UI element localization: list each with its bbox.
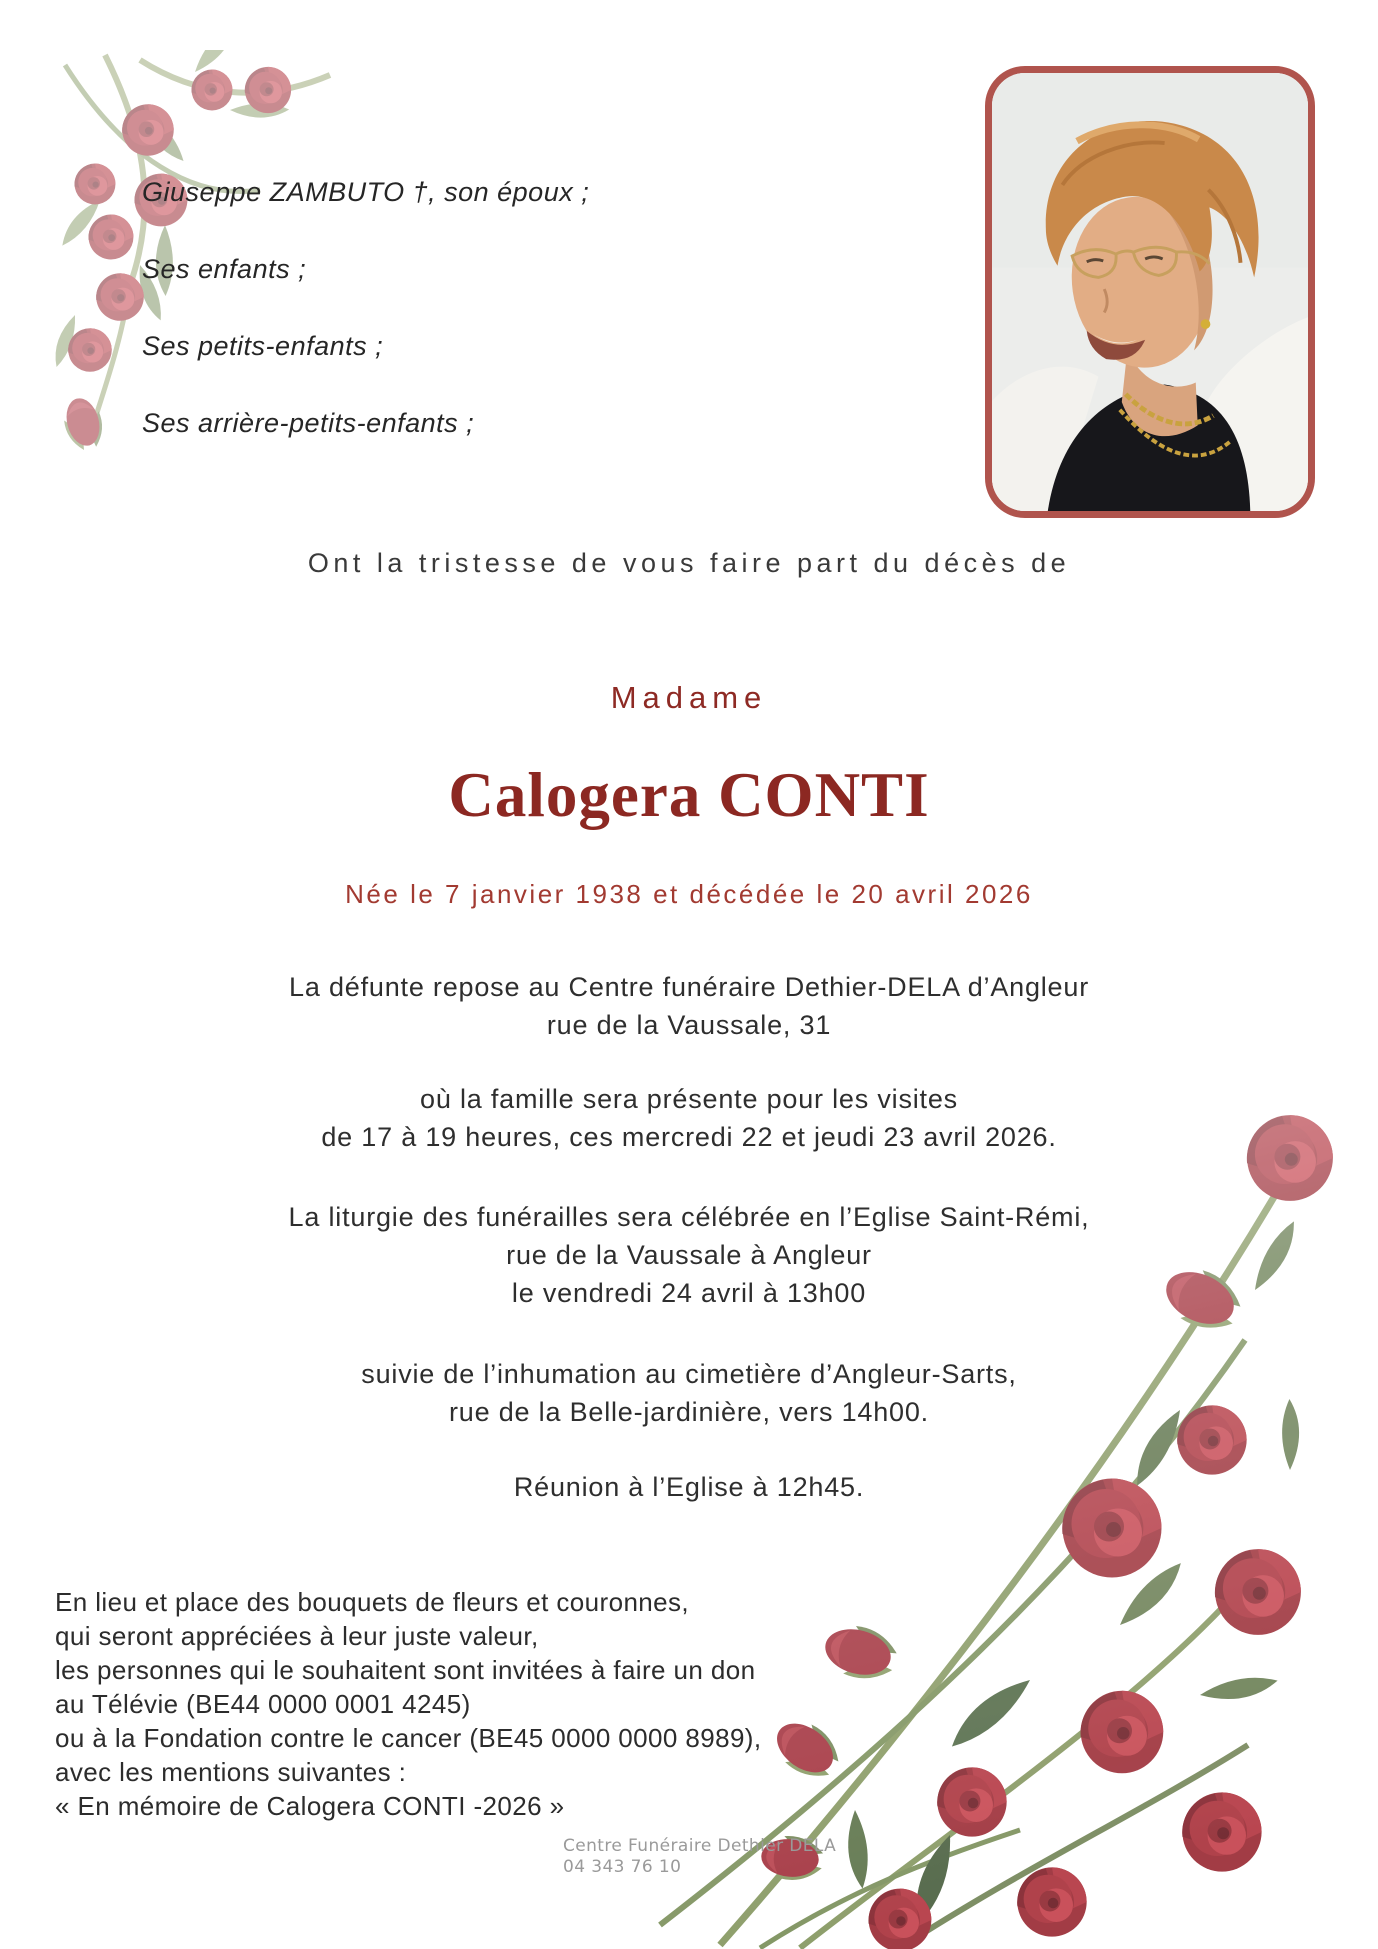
portrait-photo-frame — [985, 66, 1315, 518]
donation-line: En lieu et place des bouquets de fleurs et couronnes, — [55, 1587, 690, 1617]
inhumation-paragraph — [0, 1355, 1378, 1431]
donation-line: « En mémoire de Calogera CONTI -2026 » — [55, 1791, 565, 1821]
donation-line: ou à la Fondation contre le cancer (BE45 0000 0000 8989), — [55, 1723, 762, 1753]
body-line: suivie de l’inhumation au cimetière d’Angleur-Sarts, — [361, 1359, 1017, 1389]
body-line: de 17 à 19 heures, ces mercredi 22 et jeudi 23 avril 2026. — [321, 1122, 1057, 1152]
funeral-home-name: Centre Funéraire Dethier DELA — [563, 1836, 837, 1856]
family-line: Ses arrière-petits-enfants ; — [142, 408, 475, 438]
visites-paragraph — [0, 1080, 1378, 1156]
donation-paragraph — [55, 1585, 762, 1823]
family-line: Ses enfants ; — [142, 254, 307, 284]
donation-line: qui seront appréciées à leur juste valeur, — [55, 1621, 539, 1651]
repose-paragraph — [0, 968, 1378, 1044]
announcement-line: Ont la tristesse de vous faire part du décès de — [307, 548, 1071, 578]
deceased-name: Calogera CONTI — [448, 760, 930, 830]
body-line: rue de la Belle-jardinière, vers 14h00. — [449, 1397, 929, 1427]
body-line: où la famille sera présente pour les visites — [420, 1084, 958, 1114]
body-line: Réunion à l’Eglise à 12h45. — [513, 1472, 865, 1502]
funeral-home-phone: 04 343 76 10 — [563, 1857, 682, 1877]
reunion-paragraph — [0, 1468, 1378, 1506]
body-line: La défunte repose au Centre funéraire Dethier-DELA d’Angleur — [289, 972, 1089, 1002]
donation-line: les personnes qui le souhaitent sont invitées à faire un don — [55, 1655, 756, 1685]
family-line: Giuseppe ZAMBUTO †, son époux ; — [142, 177, 590, 207]
body-line: La liturgie des funérailles sera célébrée en l’Eglise Saint-Rémi, — [288, 1202, 1090, 1232]
family-line: Ses petits-enfants ; — [142, 331, 384, 361]
funeral-home-footer — [563, 1836, 836, 1878]
birth-death-dates: Née le 7 janvier 1938 et décédée le 20 avril 2026 — [345, 879, 1033, 909]
portrait-photo — [992, 73, 1308, 511]
body-line: rue de la Vaussale, 31 — [546, 1010, 832, 1040]
body-line: rue de la Vaussale à Angleur — [506, 1240, 872, 1270]
deceased-title: Madame — [610, 680, 768, 715]
body-line: le vendredi 24 avril à 13h00 — [511, 1278, 867, 1308]
family-list — [142, 178, 589, 486]
donation-line: avec les mentions suivantes : — [55, 1757, 407, 1787]
liturgie-paragraph — [0, 1198, 1378, 1312]
donation-line: au Télévie (BE44 0000 0001 4245) — [55, 1689, 471, 1719]
